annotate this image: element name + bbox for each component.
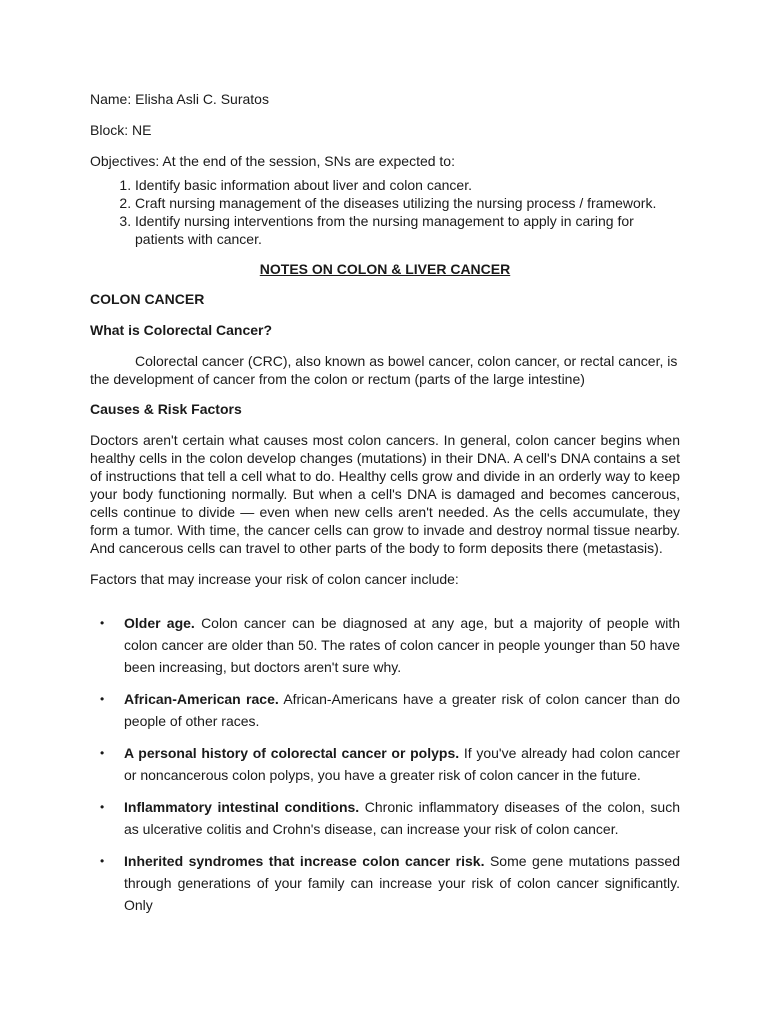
risk-factor-term: African-American race. bbox=[124, 691, 279, 707]
list-item bbox=[90, 850, 680, 916]
risk-factor-term: A personal history of colorectal cancer or polyps. bbox=[124, 745, 460, 761]
risk-factors-intro: Factors that may increase your risk of colon cancer include: bbox=[90, 571, 459, 587]
objective-item: 3. Identify nursing interventions from the nursing management to apply in caring for patients with cancer. bbox=[135, 212, 680, 248]
crc-definition-paragraph: Colorectal cancer (CRC), also known as bowel cancer, colon cancer, or rectal cancer, is the development of cancer from the colon or rectum (parts of the large intestine) bbox=[90, 353, 678, 387]
risk-factor-term: Older age. bbox=[124, 615, 195, 631]
objective-item: 1. Identify basic information about liver and colon cancer. bbox=[135, 176, 680, 194]
document-page bbox=[90, 90, 680, 926]
risk-factor-term: Inherited syndromes that increase colon cancer risk. bbox=[124, 853, 485, 869]
list-item bbox=[90, 612, 680, 678]
objective-item: 2. Craft nursing management of the diseases utilizing the nursing process / framework. bbox=[135, 194, 680, 212]
list-item bbox=[90, 796, 680, 840]
notes-title: NOTES ON COLON & LIVER CANCER bbox=[259, 261, 511, 277]
bullet-icon: • bbox=[100, 854, 105, 868]
risk-factor-text: Some gene mutations passed through generations of your family can increase your risk of colon cancer significantly. Only bbox=[124, 853, 680, 913]
risk-factor-text: Chronic inflammatory diseases of the colon, such as ulcerative colitis and Crohn's disease, can increase your risk of colon cancer. bbox=[124, 799, 680, 837]
student-name: Name: Elisha Asli C. Suratos bbox=[90, 91, 269, 107]
bullet-icon: • bbox=[100, 616, 105, 630]
risk-factors-list bbox=[90, 612, 680, 916]
section-heading-colon-cancer: COLON CANCER bbox=[90, 291, 205, 307]
risk-factor-text: African-Americans have a greater risk of colon cancer than do people of other races. bbox=[124, 691, 681, 729]
list-item bbox=[90, 742, 680, 786]
bullet-icon: • bbox=[100, 692, 105, 706]
list-item bbox=[90, 688, 680, 732]
risk-factor-text: Colon cancer can be diagnosed at any age, but a majority of people with colon cancer are older than 50. The rates of colon cancer in people younger than 50 have been increasing, but doctors aren't sure why. bbox=[124, 615, 680, 675]
objectives-intro: Objectives: At the end of the session, SNs are expected to: bbox=[90, 153, 455, 169]
subheading-what-is-crc: What is Colorectal Cancer? bbox=[90, 322, 273, 338]
objectives-list bbox=[90, 176, 680, 248]
subheading-causes-risk-factors: Causes & Risk Factors bbox=[90, 401, 242, 417]
bullet-icon: • bbox=[100, 746, 105, 760]
risk-factor-text: If you've already had colon cancer or noncancerous colon polyps, you have a greater risk of colon cancer in the future. bbox=[124, 745, 680, 783]
causes-paragraph: Doctors aren't certain what causes most colon cancers. In general, colon cancer begins when healthy cells in the colon develop changes (mutations) in their DNA. A cell's DNA contains a set of instructions that tell a cell what to do. Healthy cells grow and divide in an orderly way to keep your body functioning normally. But when a cell's DNA is damaged and becomes cancerous, cells continue to divide — even when new cells aren't needed. As the cells accumulate, they form a tumor. With time, the cancer cells can grow to invade and destroy normal tissue nearby. And cancerous cells can travel to other parts of the body to form deposits there (metastasis). bbox=[90, 432, 680, 556]
bullet-icon: • bbox=[100, 800, 105, 814]
block-label: Block: NE bbox=[90, 122, 152, 138]
risk-factor-term: Inflammatory intestinal conditions. bbox=[124, 799, 360, 815]
